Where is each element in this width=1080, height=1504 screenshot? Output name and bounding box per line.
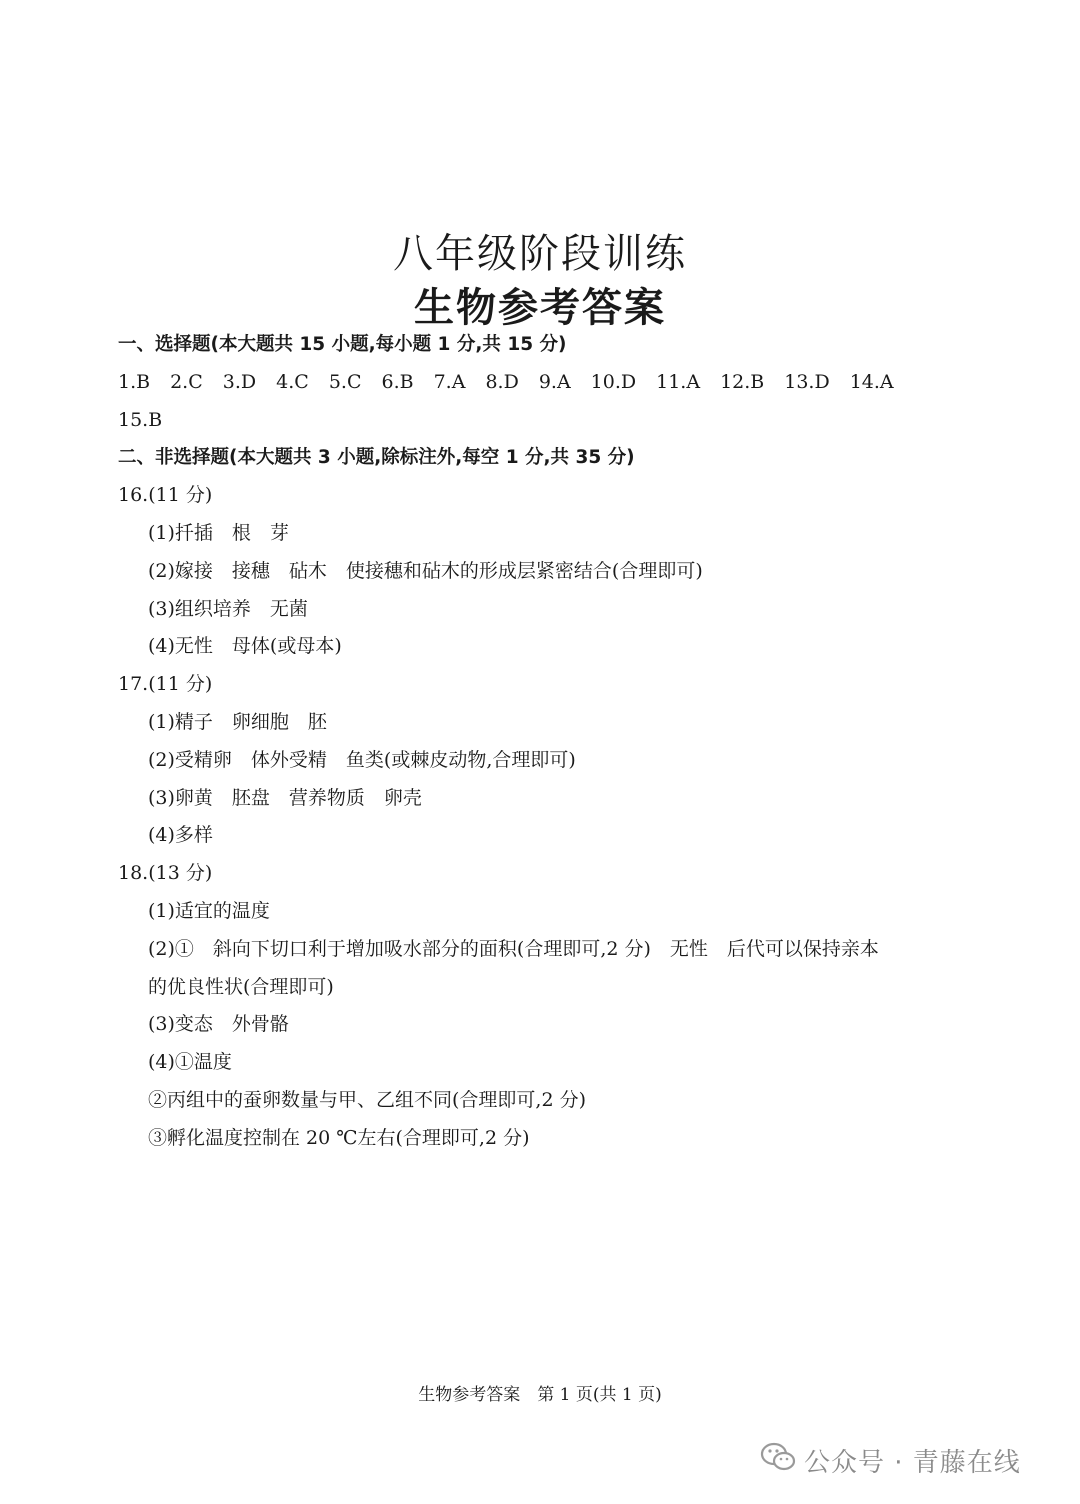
- q17-answer-line: (3)卵黄 胚盘 营养物质 卵壳: [148, 786, 422, 809]
- section-2-heading: 二、非选择题(本大题共 3 小题,除标注外,每空 1 分,共 35 分): [118, 447, 635, 469]
- choice-answer-last: 15.B: [118, 408, 163, 431]
- choice-answer: 11.A: [656, 370, 701, 393]
- q18-answer-line: ③孵化温度控制在 20 ℃左右(合理即可,2 分): [148, 1126, 530, 1149]
- choice-answer: 8.D: [485, 370, 519, 393]
- q18-answer-line: 的优良性状(合理即可): [148, 975, 334, 998]
- question-17-header: 17.(11 分): [118, 673, 213, 696]
- choice-answer: 7.A: [433, 370, 466, 393]
- q16-answer-line: (3)组织培养 无菌: [148, 597, 308, 620]
- page-title: 八年级阶段训练: [393, 231, 687, 277]
- page-footer: 生物参考答案 第 1 页(共 1 页): [418, 1385, 662, 1405]
- choice-answer: 10.D: [590, 370, 637, 393]
- q18-answer-line: (3)变态 外骨骼: [148, 1013, 289, 1036]
- choice-answer: 14.A: [849, 370, 894, 393]
- q16-answer-line: (4)无性 母体(或母本): [148, 635, 342, 658]
- choice-answer: 6.B: [381, 370, 414, 393]
- watermark: [760, 1440, 1021, 1480]
- answer-body: [118, 326, 978, 1158]
- q17-answer-line: (4)多样: [148, 824, 213, 847]
- choice-answer: 2.C: [170, 370, 203, 393]
- watermark-text: 公众号 · 青藤在线: [804, 1447, 1021, 1478]
- choice-answer: 5.C: [328, 370, 362, 393]
- q18-answer-line: ②丙组中的蚕卵数量与甲、乙组不同(合理即可,2 分): [148, 1088, 586, 1111]
- q16-answer-line: (1)扦插 根 芽: [148, 521, 289, 544]
- question-16-header: 16.(11 分): [118, 484, 213, 507]
- choice-answer: 9.A: [538, 370, 571, 393]
- question-18-header: 18.(13 分): [118, 862, 213, 885]
- choice-answer: 12.B: [720, 370, 765, 393]
- q17-answer-line: (2)受精卵 体外受精 鱼类(或棘皮动物,合理即可): [148, 748, 576, 771]
- section-1-heading: 一、选择题(本大题共 15 小题,每小题 1 分,共 15 分): [118, 334, 567, 355]
- wechat-icon: [760, 1442, 804, 1479]
- choice-answer: 4.C: [276, 370, 309, 393]
- page-subtitle: 生物参考答案: [414, 284, 666, 331]
- choice-answers: [118, 364, 978, 402]
- choice-answer: 1.B: [118, 370, 151, 393]
- q18-answer-line: (2)① 斜向下切口利于增加吸水部分的面积(合理即可,2 分) 无性 后代可以保持亲本: [148, 937, 879, 960]
- q16-answer-line: (2)嫁接 接穗 砧木 使接穗和砧木的形成层紧密结合(合理即可): [148, 559, 703, 582]
- q18-answer-line: (1)适宜的温度: [148, 899, 270, 922]
- choice-answer: 13.D: [784, 370, 830, 393]
- choice-answer: 3.D: [222, 370, 257, 393]
- q18-answer-line: (4)①温度: [148, 1051, 232, 1074]
- q17-answer-line: (1)精子 卵细胞 胚: [148, 710, 327, 733]
